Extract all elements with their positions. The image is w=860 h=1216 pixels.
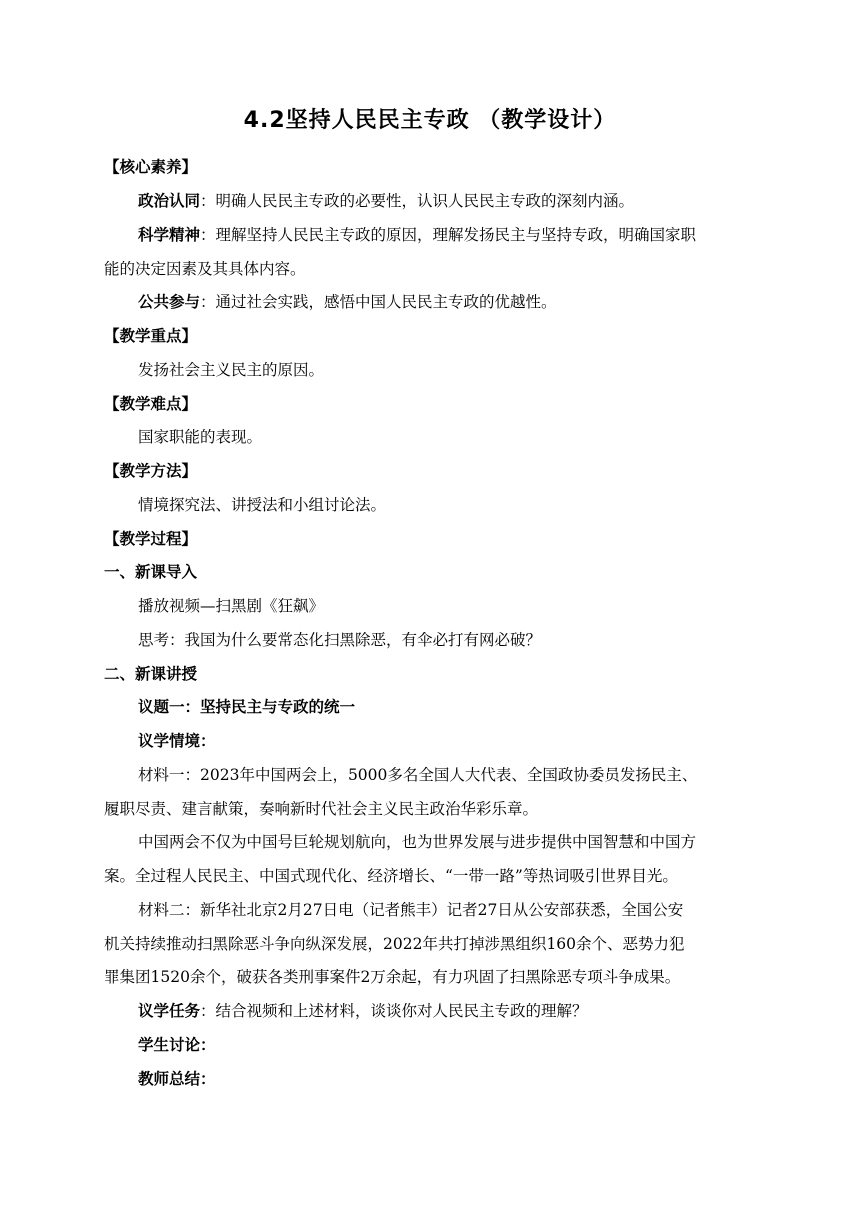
section-new-lesson-intro: 一、新课导入 — [104, 563, 198, 581]
task-label: 议学任务 — [138, 1002, 201, 1020]
material-two-line-2: 机关持续推动扫黑除恶斗争向纵深发展，2022年共打掉涉黑组织160余个、恶势力犯 — [104, 935, 685, 953]
method-text: 情境探究法、讲授法和小组讨论法。 — [138, 496, 387, 514]
material-two-line-1: 材料二：新华社北京2月27日电（记者熊丰）记者27日从公安部获悉，全国公安 — [138, 901, 684, 919]
teacher-summary-label: 教师总结： — [138, 1070, 216, 1088]
scientific-spirit-text: ：理解坚持人民民主专政的原因，理解发扬民主与坚持专政，明确国家职 — [200, 226, 697, 244]
material-one-line-1: 材料一：2023年中国两会上，5000多名全国人大代表、全国政协委员发扬民主、 — [138, 766, 698, 784]
scientific-spirit-paragraph — [138, 223, 696, 247]
political-identity-paragraph — [138, 189, 634, 213]
section-new-lesson-teaching: 二、新课讲授 — [104, 665, 198, 683]
scenario-heading: 议学情境： — [138, 732, 216, 750]
task-text: ：结合视频和上述材料，谈谈你对人民民主专政的理解？ — [200, 1002, 588, 1020]
public-participation-paragraph — [138, 290, 557, 314]
method-heading: 【教学方法】 — [104, 462, 198, 480]
difficulty-heading: 【教学难点】 — [104, 395, 198, 413]
material-two-line-3: 罪集团1520余个，破获各类刑事案件2万余起，有力巩固了扫黑除恶专项斗争成果。 — [104, 968, 681, 986]
scientific-spirit-text-continued: 能的决定因素及其具体内容。 — [104, 260, 306, 278]
intro-question-line: 思考：我国为什么要常态化扫黑除恶，有伞必打有网必破？ — [138, 631, 542, 649]
topic-one-heading: 议题一：坚持民主与专政的统一 — [138, 698, 356, 716]
document-title: 4.2坚持人民民主专政 （教学设计） — [243, 108, 617, 133]
political-identity-text: ：明确人民民主专政的必要性，认识人民民主专政的深刻内涵。 — [200, 192, 635, 210]
public-participation-label: 公共参与 — [138, 293, 201, 311]
key-point-text: 发扬社会主义民主的原因。 — [138, 361, 325, 379]
core-literacy-heading: 【核心素养】 — [104, 158, 198, 176]
process-heading: 【教学过程】 — [104, 530, 198, 548]
material-one-line-2: 履职尽责、建言献策，奏响新时代社会主义民主政治华彩乐章。 — [104, 800, 539, 818]
key-point-heading: 【教学重点】 — [104, 327, 198, 345]
intro-video-line: 播放视频—扫黑剧《狂飙》 — [138, 597, 325, 615]
political-identity-label: 政治认同 — [138, 192, 201, 210]
public-participation-text: ：通过社会实践，感悟中国人民民主专政的优越性。 — [200, 293, 557, 311]
task-paragraph — [138, 999, 588, 1023]
scientific-spirit-label: 科学精神 — [138, 226, 201, 244]
difficulty-text: 国家职能的表现。 — [138, 428, 263, 446]
material-one-b-line-2: 案。全过程人民民主、中国式现代化、经济增长、“一带一路”等热词吸引世界目光。 — [104, 867, 678, 885]
student-discussion-label: 学生讨论： — [138, 1036, 216, 1054]
material-one-b-line-1: 中国两会不仅为中国号巨轮规划航向，也为世界发展与进步提供中国智慧和中国方 — [138, 833, 697, 851]
